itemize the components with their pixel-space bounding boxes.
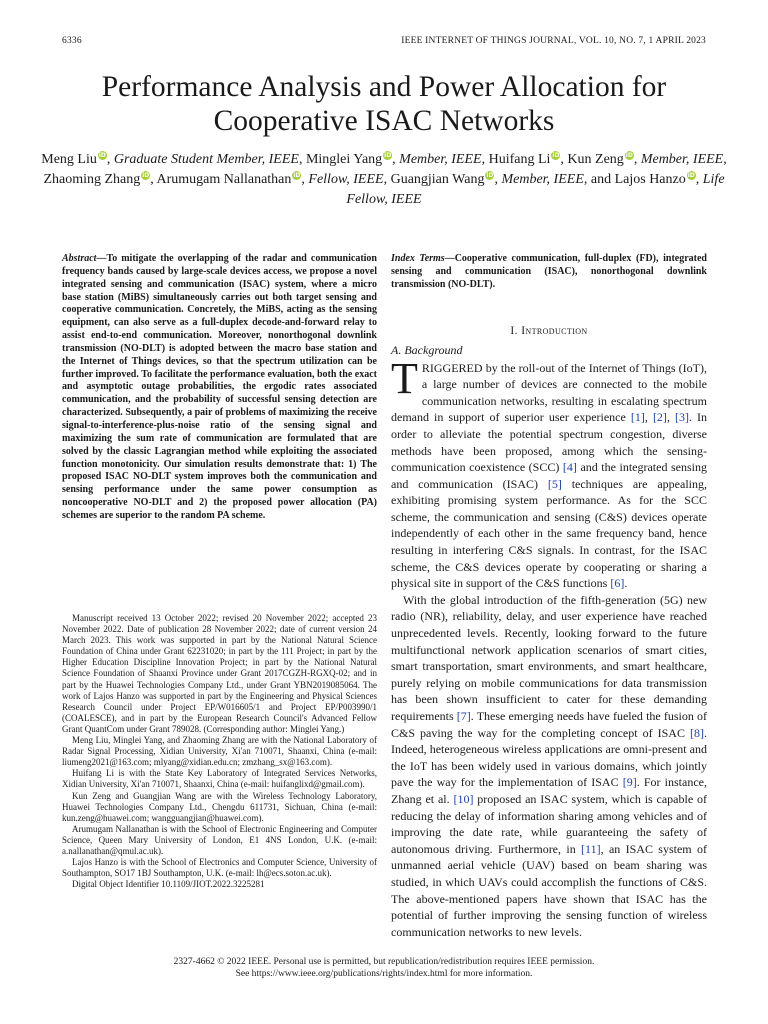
footnote <box>62 613 377 890</box>
author-membership: Life Fellow, IEEE <box>346 172 725 207</box>
title-block <box>40 70 728 210</box>
footnote-paragraph: Huifang Li is with the State Key Laboratory of Integrated Services Networks, Xidian University, Xi'an 710071, Shaanxi, China (e-mail: huifanglixd@gmail.com). <box>62 768 377 790</box>
intro-paragraph-1 <box>391 353 708 592</box>
section-heading <box>391 325 707 337</box>
paper-title: Performance Analysis and Power Allocation for Cooperative ISAC Networks <box>101 71 667 137</box>
orcid-icon[interactable]: iD <box>142 172 150 179</box>
section-title: Introduction <box>521 324 588 337</box>
citation-link[interactable]: [10] <box>453 791 474 806</box>
copyright-line-2: See https://www.ieee.org/publications/rights/index.html for more information. <box>235 969 533 979</box>
body-text-run: , <box>644 410 653 425</box>
body-text-run: . In order to alleviate the potential spectrum congestion, diverse methods have been proposed, among which the sensing-communication coexistence (SCC) <box>391 410 708 475</box>
author-name: Kun Zeng <box>567 152 624 167</box>
footnote-paragraph: Manuscript received 13 October 2022; revised 20 November 2022; accepted 23 November 2022. Date of publication 28 November 2022; date of current version 24 March 2023. This work was supported in part by the National Natural Science Foundation of China under Grant 62231020; in part by the 111 Project; in part by the Higher Education Discipline Innovation Project; in part by the National Natural Science Foundation of Shaanxi Province under Grant 2017CGZH-RGXQ-02; and in part by the Huawei Technologies Company Ltd., under Grant YBN2019085064. The work of Lajos Hanzo was supported in part by the Engineering and Physical Sciences Research Council under Project EP/W016605/1 and Project EP/P003990/1 (COALESCE), and in part by the European Research Council's Advanced Fellow Grant QuantCom under Grant 789028. (Corresponding author: Minglei Yang.) <box>62 613 377 734</box>
citation-link[interactable]: [9] <box>622 775 637 790</box>
citation-link[interactable]: [11] <box>581 841 601 856</box>
citation-link[interactable]: [7] <box>456 709 471 723</box>
citation-link[interactable]: [4] <box>562 460 577 475</box>
citation-link[interactable]: [3] <box>674 410 689 425</box>
footnote-paragraph: Kun Zeng and Guangjian Wang are with the Wireless Technology Laboratory, Huawei Technologies Company Ltd., Chengdu 611731, Sichuan, China (e-mail: kun.zeng@huawei.com; wangguangjian@huawei.com). <box>62 790 377 823</box>
author-name: Guangjian Wang <box>390 172 485 187</box>
body-text-run: techniques are appealing, exhibiting promising system performance. As for the SCC scheme, the communication and sensing (C&S) devices operate independently of each other in the same frequency band, hence resulting in interfering C&S signals. In contrast, for the ISAC scheme, the C&S devices operate by cooperating or sharing a physical site in support of the C&S functions <box>391 476 707 591</box>
footnote-paragraph: Meng Liu, Minglei Yang, and Zhaoming Zhang are with the National Laboratory of Radar Signal Processing, Xidian University, Xi'an 710071, Shaanxi, China (e-mail: liumeng2021@163.com; mlyang@xidian.edu.cn; zmzhang_sx@163.com). <box>62 735 377 768</box>
orcid-icon[interactable]: iD <box>384 152 392 159</box>
author-membership: Fellow, IEEE <box>308 172 384 187</box>
orcid-icon[interactable]: iD <box>625 152 633 159</box>
orcid-icon[interactable]: iD <box>552 152 560 159</box>
author-membership: Member, IEEE <box>640 152 724 167</box>
body-text-run: and the integrated sensing and communication (ISAC) <box>391 460 708 491</box>
abstract <box>62 253 377 523</box>
body-text-run: . For instance, Zhang et al. <box>391 775 707 806</box>
orcid-icon[interactable]: iD <box>98 152 106 159</box>
orcid-icon[interactable]: iD <box>687 172 695 179</box>
left-column <box>62 253 377 523</box>
author-name: Meng Liu <box>41 152 97 167</box>
footnote-paragraph: Lajos Hanzo is with the School of Electronics and Computer Science, University of Southampton, SO17 1BJ Southampton, U.K. (e-mail: lh@ecs.soton.ac.uk). <box>62 857 377 879</box>
body-text-run: , <box>666 410 675 425</box>
author-list: Meng Liu iD, Graduate Student Member, IEEE, Minglei Yang iD, Member, IEEE, Huifang Li iD, Kun Zeng iD, Member, IEEE, Zhaoming Zhang iD, Arumugam Nallanathan iD, Fellow, IEEE, Guangjian Wang iD, Member, IEEE, and Lajos Hanzo iD, Life Fellow, IEEE <box>41 152 727 207</box>
page-number: 6336 <box>62 36 82 46</box>
body-text-run: , an ISAC system of unmanned aerial vehicle (UAV) based on beam sharing was studied, in which UAVs could accomplish the functions of C&S. The above-mentioned papers have shown that ISAC has the potential of further improving the sensing function of wireless communication networks to new levels. <box>391 841 707 939</box>
footnote-paragraph: Arumugam Nallanathan is with the School of Electronic Engineering and Computer Science, Queen Mary University of London, E1 4NS London, U.K. (e-mail: a.nallanathan@qmul.ac.uk). <box>62 823 377 856</box>
abstract-text: To mitigate the overlapping of the radar and communication frequency bands caused by large-scale devices access, we propose a novel integrated sensing and communication (ISAC) system, where a micro base station (MiBS) simultaneously carries out both target sensing and cooperative communication. Concretely, the MiBS, acting as the sensing equipment, can also serve as a full-duplex decode-and-forward relay to assist end-to-end communication. Moreover, nonorthogonal downlink transmission (NO-DLT) is adopted between the macro base station and the Internet of Things devices, so that the spectrum utilization can be further improved. To facilitate the performance evaluation, both the exact and asymptotic outage probabilities, the ergodic rates associated communication, and the probability of successful sensing detection are characterized. Subsequently, a pair of problems of maximizing the receive signal-to-interference-plus-noise ratio of the sensing signal and maximizing the sum rate of communication are formulated that are solved by the classic Lagrangian method while exploiting the associated function monotonicity. Our simulation results demonstrate that: 1) The proposed ISAC NO-DLT system improves both the communication and sensing performance under the same power consumption as noncooperative NO-DLT and 2) the proposed power allocation (PA) schemes are superior to the random PA scheme. <box>62 253 377 521</box>
author-name: Zhaoming Zhang <box>43 172 141 187</box>
body-text-run: RIGGERED by the roll-out of the Internet of Things (IoT), a large number of devices are connected to the mobile communication networks, resulting in escalating spectrum demand in support of superior user experience <box>391 360 707 425</box>
section-number: I. <box>510 324 518 337</box>
citation-link[interactable]: [2] <box>652 410 667 425</box>
abstract-dash: — <box>96 253 107 264</box>
index-terms <box>391 253 707 292</box>
intro-paragraph-2 <box>391 592 707 940</box>
index-terms-text: Cooperative communication, full-duplex (FD), integrated sensing and communication (ISAC), nonorthogonal downlink transmission (NO-DLT). <box>391 253 707 290</box>
body-text-run: proposed an ISAC system, which is capable of reducing the delay of information sharing among vehicles and of improving the date rate, while guaranteeing the safety of autonomous driving. Furthermore, in <box>391 791 707 856</box>
running-head <box>62 36 706 46</box>
body-text-run: . <box>624 576 628 591</box>
orcid-icon[interactable]: iD <box>293 172 301 179</box>
author-name: Arumugam Nallanathan <box>156 172 292 187</box>
citation-link[interactable]: [1] <box>630 410 645 425</box>
author-name: Huifang Li <box>488 152 551 167</box>
drop-cap: T <box>391 353 418 403</box>
index-terms-dash: — <box>444 253 455 264</box>
author-name: Lajos Hanzo <box>614 172 686 187</box>
right-column <box>391 253 707 940</box>
citation-link[interactable]: [6] <box>610 576 625 591</box>
copyright-line-1: 2327-4662 © 2022 IEEE. Personal use is permitted, but republication/redistribution requires IEEE permission. <box>173 957 595 967</box>
body-text-run: . Indeed, heterogeneous wireless applications are omni-present and the IoT has been widely used in various domains, which jointly pave the way for the implementation of ISAC <box>391 725 707 790</box>
footnote-paragraph: Digital Object Identifier 10.1109/JIOT.2022.3225281 <box>72 879 265 890</box>
author-membership: Graduate Student Member, IEEE <box>113 152 299 167</box>
author-name: Minglei Yang <box>305 152 383 167</box>
orcid-icon[interactable]: iD <box>486 172 494 179</box>
copyright-notice <box>40 956 728 980</box>
body-text-run: With the global introduction of the fifth-generation (5G) new radio (NR), reliability, delay, and user experience have reached unprecedented levels. Recently, looking forward to the future multifunctional network application scenarios of smart cities, smart transportation, smart environments, and smart healthcare, purely relying on mobile communications for data transmission has been shown insufficient to cater for these demanding requirements <box>391 592 707 723</box>
citation-link[interactable]: [8] <box>690 725 704 740</box>
author-membership: Member, IEEE <box>399 152 482 167</box>
subsection-heading: A. Background <box>391 342 463 357</box>
body-text-run: . These emerging needs have fueled the fusion of C&S paving the way for the completing concept of ISAC <box>391 709 707 740</box>
author-membership: Member, IEEE <box>501 172 584 187</box>
index-terms-label: Index Terms <box>391 253 445 264</box>
abstract-label: Abstract <box>62 253 97 264</box>
journal-info: IEEE INTERNET OF THINGS JOURNAL, VOL. 10, NO. 7, 1 APRIL 2023 <box>401 36 706 46</box>
citation-link[interactable]: [5] <box>547 476 562 491</box>
